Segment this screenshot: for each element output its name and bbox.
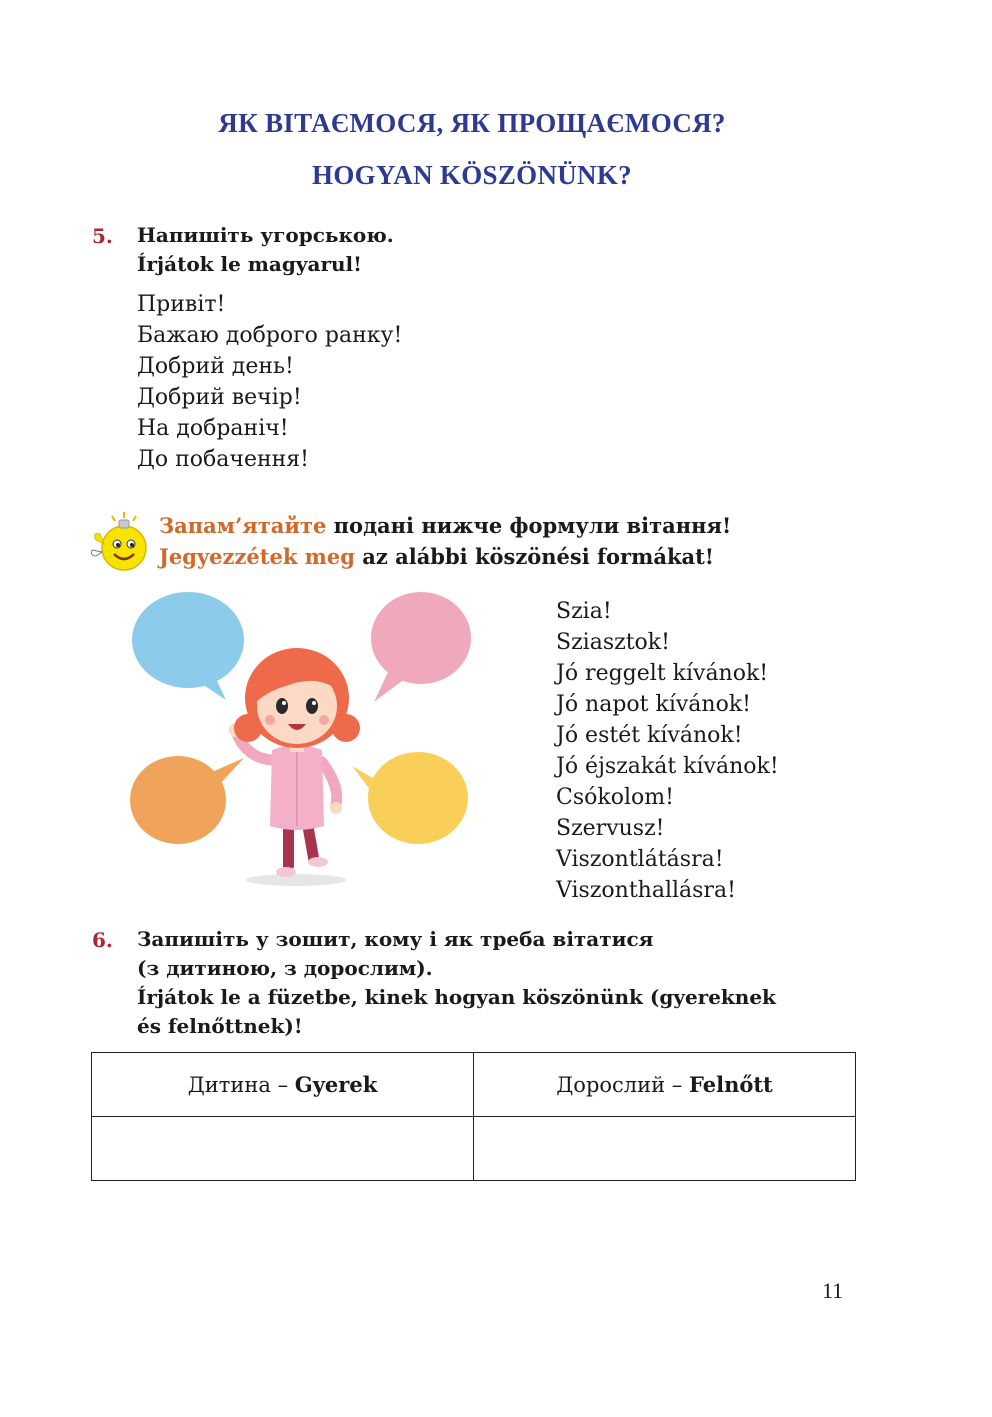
table-header-child-ua: Дитина – bbox=[187, 1073, 295, 1097]
list-item: Бажаю доброго ранку! bbox=[137, 323, 403, 348]
ukrainian-greetings-list bbox=[137, 289, 402, 475]
remember-note bbox=[159, 510, 731, 572]
lightbulb-smiley-icon bbox=[88, 510, 152, 574]
exercise-6-line: és felnőttnek)! bbox=[137, 1014, 303, 1038]
hungarian-greetings-list bbox=[556, 596, 779, 906]
table-header-adult-hu: Felnőtt bbox=[688, 1072, 773, 1097]
list-item: Csókolom! bbox=[556, 785, 674, 810]
remember-highlight-hu: Jegyezzétek meg bbox=[159, 544, 355, 569]
exercise-5-number: 5. bbox=[92, 224, 113, 248]
exercise-5-line-hu: Írjátok le magyarul! bbox=[137, 252, 362, 276]
speech-bubble-orange bbox=[130, 756, 244, 844]
table-header-child-hu: Gyerek bbox=[294, 1072, 378, 1097]
page-number: 11 bbox=[822, 1278, 844, 1303]
remember-text-hu: az alábbi köszönési formákat! bbox=[354, 544, 715, 569]
exercise-6-line: Írjátok le a füzetbe, kinek hogyan köszönünk (gyereknek bbox=[137, 985, 776, 1009]
remember-highlight-ua: Запам’ятайте bbox=[159, 513, 327, 538]
exercise-5-line-ua: Напишіть угорською. bbox=[137, 223, 394, 247]
page-title-hungarian: HOGYAN KÖSZÖNÜNK? bbox=[312, 160, 632, 190]
exercise-6-line: Запишіть у зошит, кому і як треба вітатися bbox=[137, 927, 654, 951]
child-adult-table bbox=[91, 1052, 856, 1181]
speech-bubble-yellow bbox=[352, 752, 468, 844]
list-item: Jó estét kívánok! bbox=[556, 723, 743, 748]
girl-figure bbox=[229, 648, 360, 877]
speech-bubble-pink bbox=[371, 592, 471, 702]
exercise-6-instructions bbox=[137, 925, 776, 1041]
table-header-adult bbox=[474, 1053, 856, 1117]
list-item: Добрий вечір! bbox=[137, 385, 302, 410]
list-item: Добрий день! bbox=[137, 354, 294, 379]
exercise-6-number: 6. bbox=[92, 928, 113, 952]
list-item: Sziasztok! bbox=[556, 630, 670, 655]
list-item: Jó éjszakát kívánok! bbox=[556, 754, 779, 779]
page-title-ukrainian: ЯК ВІТАЄМОСЯ, ЯК ПРОЩАЄМОСЯ? bbox=[218, 108, 726, 138]
table-cell-child-answer bbox=[92, 1117, 474, 1181]
table-header-row bbox=[92, 1053, 856, 1117]
list-item: Szia! bbox=[556, 599, 612, 624]
list-item: Jó reggelt kívánok! bbox=[556, 661, 769, 686]
remember-line-hu bbox=[159, 541, 731, 572]
list-item: Szervusz! bbox=[556, 816, 665, 841]
remember-line-ua bbox=[159, 510, 731, 541]
exercise-6-line: (з дитиною, з дорослим). bbox=[137, 956, 433, 980]
exercise-5-instructions bbox=[137, 221, 394, 279]
table-header-adult-ua: Дорослий – bbox=[556, 1073, 689, 1097]
list-item: Viszonthallásra! bbox=[556, 878, 736, 903]
list-item: Jó napot kívánok! bbox=[556, 692, 752, 717]
table-cell-adult-answer bbox=[474, 1117, 856, 1181]
speech-bubble-blue bbox=[132, 592, 244, 700]
remember-text-ua: подані нижче формули вітання! bbox=[326, 513, 732, 538]
list-item: До побачення! bbox=[137, 447, 310, 472]
list-item: Viszontlátásra! bbox=[556, 847, 724, 872]
girl-with-speech-bubbles-illustration bbox=[126, 590, 476, 890]
table-row bbox=[92, 1117, 856, 1181]
table-header-child bbox=[92, 1053, 474, 1117]
list-item: На добраніч! bbox=[137, 416, 289, 441]
list-item: Привіт! bbox=[137, 292, 226, 317]
